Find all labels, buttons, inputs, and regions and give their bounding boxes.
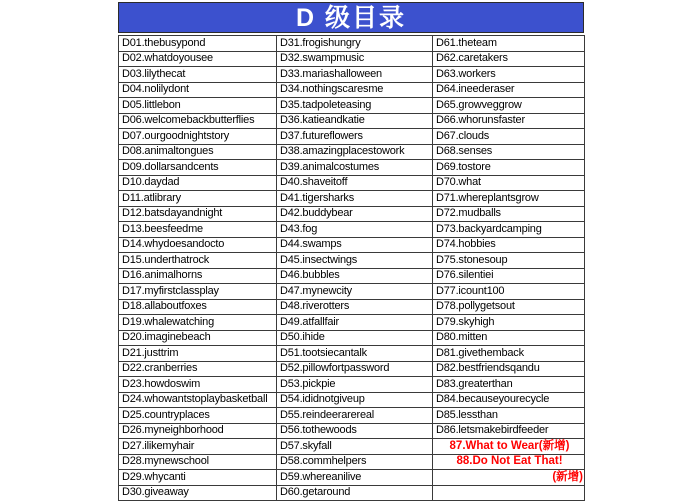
table-row — [119, 268, 585, 284]
table-cell: D67.clouds — [433, 129, 585, 145]
table-cell: D24.whowantstoplaybasketball — [119, 392, 277, 408]
table-row — [119, 98, 585, 114]
table-cell: 88.Do Not Eat That! — [433, 454, 585, 470]
table-cell: D28.mynewschool — [119, 454, 277, 470]
table-cell: D85.lessthan — [433, 408, 585, 424]
table-row — [119, 377, 585, 393]
table-cell: D43.fog — [277, 222, 433, 238]
table-cell: D41.tigersharks — [277, 191, 433, 207]
table-cell: D18.allaboutfoxes — [119, 299, 277, 315]
table-cell: D16.animalhorns — [119, 268, 277, 284]
table-cell: D29.whycanti — [119, 470, 277, 486]
directory-grid — [118, 35, 585, 501]
table-cell: D26.myneighborhood — [119, 423, 277, 439]
table-row — [119, 113, 585, 129]
table-cell: D19.whalewatching — [119, 315, 277, 331]
table-cell: D74.hobbies — [433, 237, 585, 253]
table-row — [119, 222, 585, 238]
table-row — [119, 346, 585, 362]
table-row — [119, 51, 585, 67]
table-cell: D69.tostore — [433, 160, 585, 176]
table-cell: D38.amazingplacestowork — [277, 144, 433, 160]
table-cell: D22.cranberries — [119, 361, 277, 377]
table-cell: D10.daydad — [119, 175, 277, 191]
table-cell: D70.what — [433, 175, 585, 191]
table-cell: D81.givethemback — [433, 346, 585, 362]
table-cell: D17.myfirstclassplay — [119, 284, 277, 300]
table-cell: D52.pillowfortpassword — [277, 361, 433, 377]
table-row — [119, 253, 585, 269]
table-cell: D51.tootsiecantalk — [277, 346, 433, 362]
table-row — [119, 454, 585, 470]
table-cell: D11.atlibrary — [119, 191, 277, 207]
table-row — [119, 67, 585, 83]
table-cell: D46.bubbles — [277, 268, 433, 284]
table-row — [119, 191, 585, 207]
table-cell: D80.mitten — [433, 330, 585, 346]
table-cell: D78.pollygetsout — [433, 299, 585, 315]
table-cell: D07.ourgoodnightstory — [119, 129, 277, 145]
table-cell: D34.nothingscaresme — [277, 82, 433, 98]
table-cell: D20.imaginebeach — [119, 330, 277, 346]
table-row — [119, 299, 585, 315]
table-cell: D05.littlebon — [119, 98, 277, 114]
table-cell: D68.senses — [433, 144, 585, 160]
table-cell: D42.buddybear — [277, 206, 433, 222]
table-row — [119, 284, 585, 300]
table-cell: D36.katieandkatie — [277, 113, 433, 129]
table-row — [119, 423, 585, 439]
table-row — [119, 315, 585, 331]
table-cell: D49.atfallfair — [277, 315, 433, 331]
table-cell: D55.reindeerarereal — [277, 408, 433, 424]
table-cell: D82.bestfriendsqandu — [433, 361, 585, 377]
table-cell: D64.ineederaser — [433, 82, 585, 98]
table-cell: D75.stonesoup — [433, 253, 585, 269]
table-cell: D01.thebusypond — [119, 36, 277, 52]
table-cell: D56.tothewoods — [277, 423, 433, 439]
table-cell: D02.whatdoyousee — [119, 51, 277, 67]
table-cell: D12.batsdayandnight — [119, 206, 277, 222]
table-cell: D66.whorunsfaster — [433, 113, 585, 129]
table-cell: D30.giveaway — [119, 485, 277, 501]
table-row — [119, 206, 585, 222]
table-cell: D59.whereanilive — [277, 470, 433, 486]
table-cell: D31.frogishungry — [277, 36, 433, 52]
table-cell: D60.getaround — [277, 485, 433, 501]
table-cell: D25.countryplaces — [119, 408, 277, 424]
table-cell: D77.icount100 — [433, 284, 585, 300]
table-row — [119, 439, 585, 455]
table-cell: D63.workers — [433, 67, 585, 83]
table-row — [119, 330, 585, 346]
table-row — [119, 392, 585, 408]
table-row — [119, 82, 585, 98]
table-cell: D04.nolilydont — [119, 82, 277, 98]
table-cell: D61.theteam — [433, 36, 585, 52]
table-cell: D40.shaveitoff — [277, 175, 433, 191]
table-cell: D33.mariashalloween — [277, 67, 433, 83]
table-cell: D39.animalcostumes — [277, 160, 433, 176]
table-cell: D03.lilythecat — [119, 67, 277, 83]
table-cell: D37.futureflowers — [277, 129, 433, 145]
table-cell: D23.howdoswim — [119, 377, 277, 393]
table-row — [119, 36, 585, 52]
table-cell — [433, 485, 585, 501]
table-cell: D14.whydoesandocto — [119, 237, 277, 253]
table-cell: D50.ihide — [277, 330, 433, 346]
table-cell: D27.ilikemyhair — [119, 439, 277, 455]
table-cell: D08.animaltongues — [119, 144, 277, 160]
table-cell: D79.skyhigh — [433, 315, 585, 331]
table-cell: D32.swampmusic — [277, 51, 433, 67]
page-title: D 级目录 — [118, 2, 584, 33]
table-cell: D47.mynewcity — [277, 284, 433, 300]
table-cell: 87.What to Wear(新增) — [433, 439, 585, 455]
table-cell: D86.letsmakebirdfeeder — [433, 423, 585, 439]
table-cell: D58.commhelpers — [277, 454, 433, 470]
table-cell: D45.insectwings — [277, 253, 433, 269]
table-cell: D83.greaterthan — [433, 377, 585, 393]
table-cell: (新增) — [433, 470, 585, 486]
table-cell: D54.ididnotgiveup — [277, 392, 433, 408]
table-cell: D48.riverotters — [277, 299, 433, 315]
table-row — [119, 237, 585, 253]
table-cell: D35.tadpoleteasing — [277, 98, 433, 114]
table-cell: D65.growveggrow — [433, 98, 585, 114]
table-cell: D62.caretakers — [433, 51, 585, 67]
directory-table — [118, 2, 584, 501]
table-cell: D44.swamps — [277, 237, 433, 253]
table-cell: D09.dollarsandcents — [119, 160, 277, 176]
table-cell: D76.silentiei — [433, 268, 585, 284]
table-cell: D71.whereplantsgrow — [433, 191, 585, 207]
table-cell: D53.pickpie — [277, 377, 433, 393]
table-row — [119, 470, 585, 486]
table-cell: D57.skyfall — [277, 439, 433, 455]
table-row — [119, 485, 585, 501]
table-cell: D15.underthatrock — [119, 253, 277, 269]
table-row — [119, 175, 585, 191]
table-cell: D73.backyardcamping — [433, 222, 585, 238]
table-row — [119, 160, 585, 176]
table-cell: D72.mudballs — [433, 206, 585, 222]
table-cell: D84.becauseyourecycle — [433, 392, 585, 408]
table-cell: D06.welcomebackbutterflies — [119, 113, 277, 129]
table-row — [119, 144, 585, 160]
table-cell: D13.beesfeedme — [119, 222, 277, 238]
table-row — [119, 408, 585, 424]
table-row — [119, 361, 585, 377]
table-cell: D21.justtrim — [119, 346, 277, 362]
table-row — [119, 129, 585, 145]
